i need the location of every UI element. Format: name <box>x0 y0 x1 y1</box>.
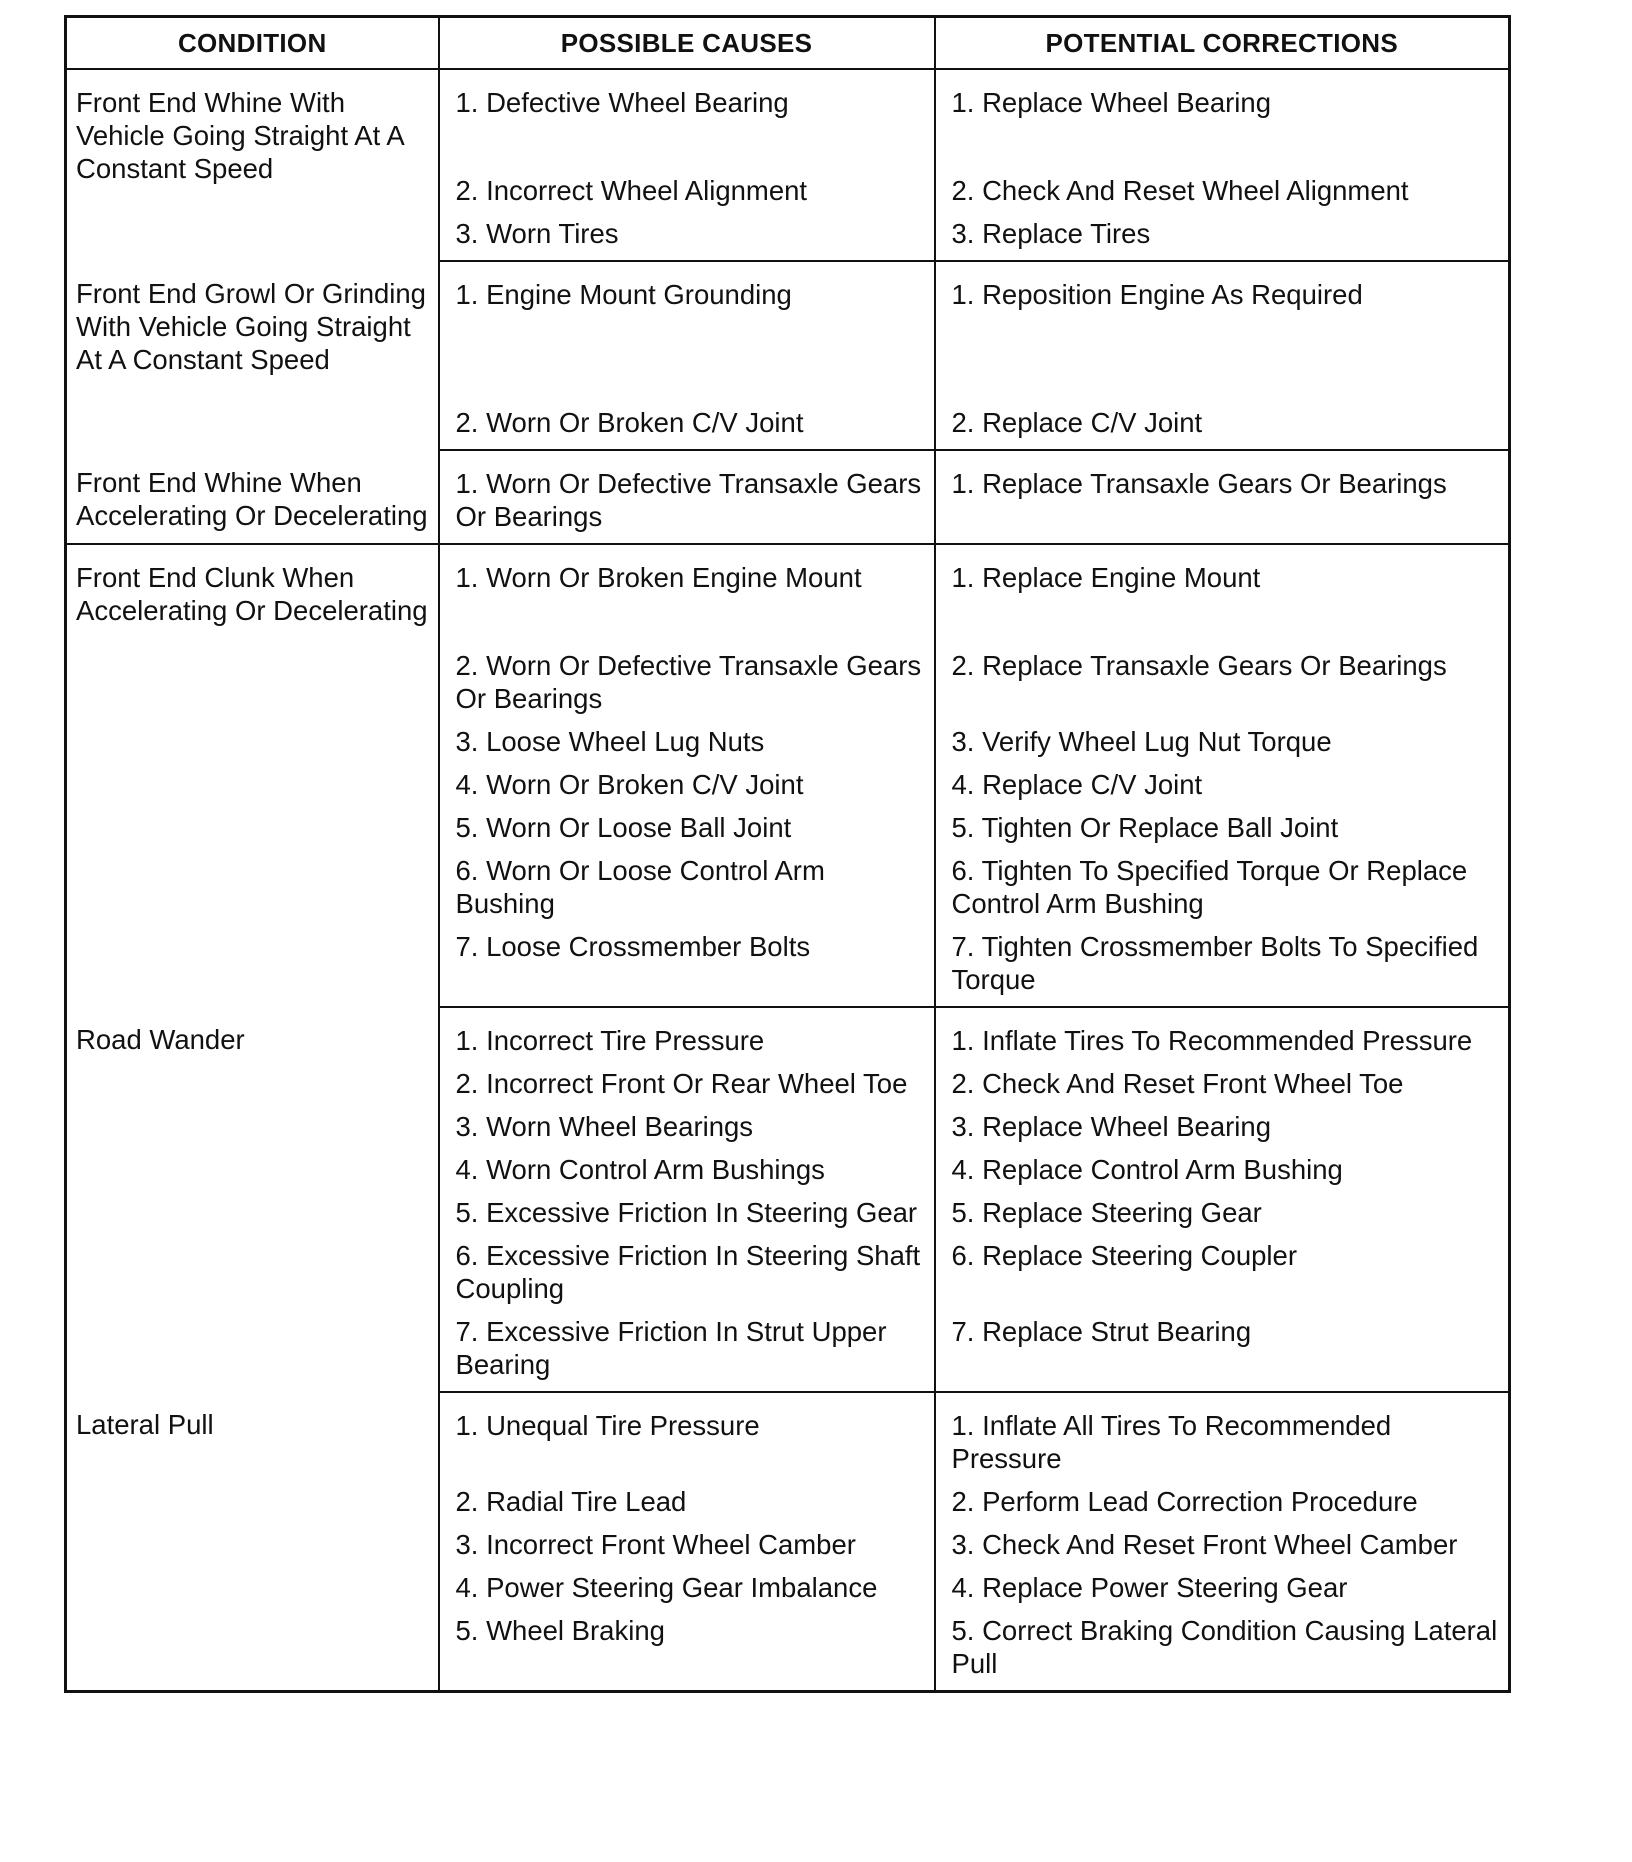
condition-cell <box>66 1007 439 1392</box>
condition-text: Front End Clunk When Accelerating Or Decelerating <box>76 562 428 626</box>
cause-cell <box>439 396 935 450</box>
condition-text: Road Wander <box>76 1024 245 1055</box>
cause-cell <box>439 1604 935 1692</box>
table-body <box>66 69 1510 1692</box>
condition-text: Front End Whine With Vehicle Going Straight At A Constant Speed <box>76 87 404 184</box>
correction-cell <box>935 1392 1510 1475</box>
condition-cell <box>66 544 439 1007</box>
cause-text: 1. Incorrect Tire Pressure <box>455 1025 765 1056</box>
cause-cell <box>439 544 935 639</box>
cause-cell <box>439 715 935 758</box>
cause-text: 2. Incorrect Front Or Rear Wheel Toe <box>455 1068 908 1099</box>
cause-text: 6. Worn Or Loose Control Arm Bushing <box>455 855 825 919</box>
correction-text: 3. Replace Wheel Bearing <box>951 1111 1271 1142</box>
correction-text: 7. Replace Strut Bearing <box>951 1316 1252 1347</box>
cause-text: 7. Loose Crossmember Bolts <box>455 931 811 962</box>
correction-cell <box>935 1186 1510 1229</box>
condition-cell <box>66 69 439 261</box>
cause-text: 4. Worn Or Broken C/V Joint <box>455 769 804 800</box>
table-header-row <box>66 17 1510 70</box>
table-row <box>66 69 1510 164</box>
table-row <box>66 544 1510 639</box>
cause-cell <box>439 920 935 1007</box>
header-condition: CONDITION <box>66 17 439 70</box>
cause-text: 2. Worn Or Defective Transaxle Gears Or Bearings <box>455 650 922 714</box>
cause-text: 2. Worn Or Broken C/V Joint <box>455 407 804 438</box>
cause-text: 2. Incorrect Wheel Alignment <box>455 175 808 206</box>
correction-cell <box>935 1229 1510 1305</box>
correction-text: 1. Inflate All Tires To Recommended Pressure <box>951 1410 1392 1474</box>
cause-cell <box>439 639 935 715</box>
correction-cell <box>935 207 1510 261</box>
header-possible-causes: POSSIBLE CAUSES <box>439 17 935 70</box>
cause-cell <box>439 1007 935 1057</box>
correction-text: 6. Tighten To Specified Torque Or Replace Control Arm Bushing <box>951 855 1468 919</box>
cause-text: 2. Radial Tire Lead <box>455 1486 687 1517</box>
correction-cell <box>935 69 1510 164</box>
correction-cell <box>935 164 1510 207</box>
correction-text: 6. Replace Steering Coupler <box>951 1240 1297 1271</box>
table-row <box>66 450 1510 544</box>
cause-text: 6. Excessive Friction In Steering Shaft Coupling <box>455 1240 921 1304</box>
correction-text: 1. Replace Engine Mount <box>951 562 1261 593</box>
cause-text: 5. Worn Or Loose Ball Joint <box>455 812 792 843</box>
correction-text: 1. Reposition Engine As Required <box>951 279 1363 310</box>
cause-text: 3. Incorrect Front Wheel Camber <box>455 1529 856 1560</box>
correction-text: 4. Replace Control Arm Bushing <box>951 1154 1343 1185</box>
cause-cell <box>439 1186 935 1229</box>
cause-cell <box>439 1392 935 1475</box>
condition-cell <box>66 1392 439 1692</box>
condition-text: Front End Whine When Accelerating Or Decelerating <box>76 467 428 531</box>
correction-cell <box>935 396 1510 450</box>
correction-cell <box>935 1057 1510 1100</box>
cause-text: 7. Excessive Friction In Strut Upper Bearing <box>455 1316 887 1380</box>
correction-text: 1. Inflate Tires To Recommended Pressure <box>951 1025 1473 1056</box>
cause-cell <box>439 1143 935 1186</box>
correction-cell <box>935 261 1510 396</box>
correction-text: 2. Check And Reset Front Wheel Toe <box>951 1068 1404 1099</box>
table-row <box>66 1392 1510 1475</box>
correction-text: 1. Replace Wheel Bearing <box>951 87 1271 118</box>
cause-text: 5. Excessive Friction In Steering Gear <box>455 1197 918 1228</box>
cause-text: 3. Worn Wheel Bearings <box>455 1111 754 1142</box>
table-row <box>66 1007 1510 1057</box>
cause-text: 3. Worn Tires <box>455 218 619 249</box>
correction-cell <box>935 1100 1510 1143</box>
correction-text: 5. Tighten Or Replace Ball Joint <box>951 812 1339 843</box>
correction-cell <box>935 1561 1510 1604</box>
correction-text: 5. Replace Steering Gear <box>951 1197 1262 1228</box>
correction-text: 2. Check And Reset Wheel Alignment <box>951 175 1409 206</box>
condition-cell <box>66 261 439 450</box>
correction-text: 4. Replace C/V Joint <box>951 769 1203 800</box>
correction-text: 2. Perform Lead Correction Procedure <box>951 1486 1418 1517</box>
correction-text: 1. Replace Transaxle Gears Or Bearings <box>951 468 1447 499</box>
correction-text: 3. Replace Tires <box>951 218 1151 249</box>
cause-text: 5. Wheel Braking <box>455 1615 665 1646</box>
condition-text: Front End Growl Or Grinding With Vehicle Going Straight At A Constant Speed <box>76 278 426 375</box>
correction-cell <box>935 544 1510 639</box>
cause-cell <box>439 1518 935 1561</box>
correction-cell <box>935 715 1510 758</box>
correction-cell <box>935 1305 1510 1392</box>
cause-cell <box>439 1100 935 1143</box>
correction-text: 4. Replace Power Steering Gear <box>951 1572 1348 1603</box>
cause-text: 1. Unequal Tire Pressure <box>455 1410 760 1441</box>
cause-text: 3. Loose Wheel Lug Nuts <box>455 726 765 757</box>
cause-cell <box>439 450 935 544</box>
correction-text: 2. Replace C/V Joint <box>951 407 1203 438</box>
diagnosis-table <box>64 15 1511 1693</box>
correction-text: 3. Check And Reset Front Wheel Camber <box>951 1529 1458 1560</box>
correction-text: 5. Correct Braking Condition Causing Lateral Pull <box>951 1615 1498 1679</box>
correction-cell <box>935 1143 1510 1186</box>
correction-cell <box>935 801 1510 844</box>
cause-cell <box>439 1475 935 1518</box>
cause-cell <box>439 207 935 261</box>
correction-cell <box>935 450 1510 544</box>
correction-cell <box>935 639 1510 715</box>
condition-cell <box>66 450 439 544</box>
correction-cell <box>935 1475 1510 1518</box>
correction-cell <box>935 920 1510 1007</box>
cause-text: 1. Worn Or Broken Engine Mount <box>455 562 862 593</box>
cause-cell <box>439 1229 935 1305</box>
cause-cell <box>439 1305 935 1392</box>
correction-cell <box>935 1604 1510 1692</box>
condition-text: Lateral Pull <box>76 1409 214 1440</box>
cause-cell <box>439 1561 935 1604</box>
cause-text: 1. Worn Or Defective Transaxle Gears Or Bearings <box>455 468 922 532</box>
cause-cell <box>439 1057 935 1100</box>
cause-text: 4. Power Steering Gear Imbalance <box>455 1572 878 1603</box>
correction-cell <box>935 844 1510 920</box>
cause-text: 4. Worn Control Arm Bushings <box>455 1154 825 1185</box>
cause-text: 1. Defective Wheel Bearing <box>455 87 789 118</box>
cause-cell <box>439 69 935 164</box>
table-row <box>66 261 1510 396</box>
cause-cell <box>439 844 935 920</box>
cause-cell <box>439 758 935 801</box>
correction-cell <box>935 1007 1510 1057</box>
correction-cell <box>935 1518 1510 1561</box>
cause-cell <box>439 164 935 207</box>
correction-cell <box>935 758 1510 801</box>
correction-text: 3. Verify Wheel Lug Nut Torque <box>951 726 1332 757</box>
header-potential-corrections: POTENTIAL CORRECTIONS <box>935 17 1510 70</box>
cause-cell <box>439 261 935 396</box>
correction-text: 7. Tighten Crossmember Bolts To Specified Torque <box>951 931 1479 995</box>
cause-cell <box>439 801 935 844</box>
cause-text: 1. Engine Mount Grounding <box>455 279 792 310</box>
correction-text: 2. Replace Transaxle Gears Or Bearings <box>951 650 1447 681</box>
